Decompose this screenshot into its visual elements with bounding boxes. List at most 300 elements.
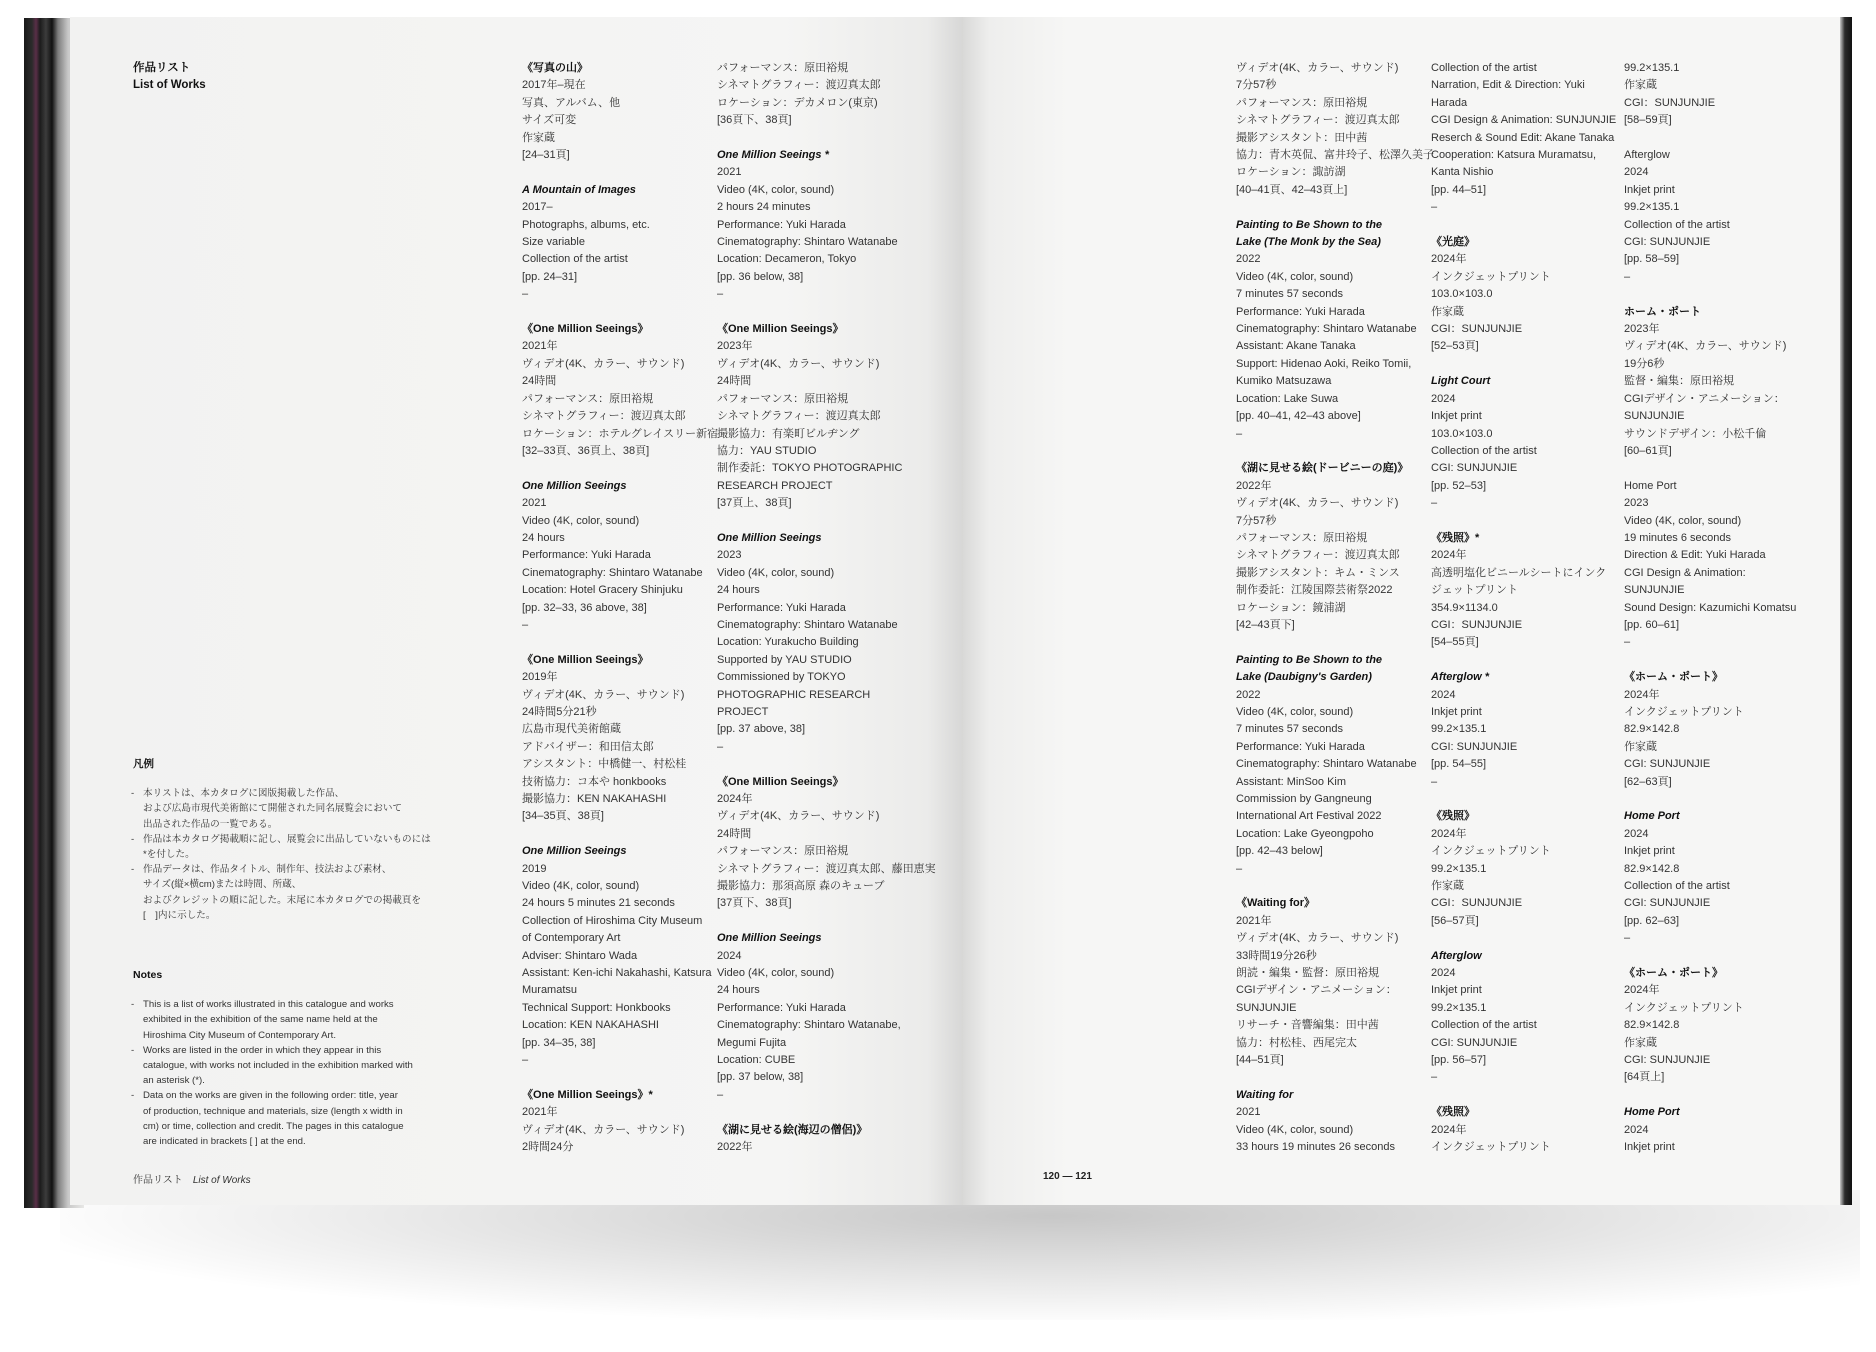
work-detail-line: Supported by YAU STUDIO	[717, 653, 852, 666]
work-detail-line: –	[522, 288, 529, 301]
work-detail-line: Assistant: MinSoo Kim	[1236, 775, 1347, 788]
work-detail-line: Muramatsu	[522, 984, 578, 997]
work-entry	[717, 60, 936, 130]
notes-title: 凡例	[133, 758, 154, 770]
work-detail-line: Cinematography: Shintaro Watanabe	[522, 566, 703, 579]
work-title: 《湖に見せる絵(ドービニーの庭)》	[1236, 462, 1409, 475]
work-title: 《写真の山》	[522, 62, 588, 74]
work-detail-line: [42–43頁下]	[1236, 618, 1295, 631]
work-detail-line: Location: KEN NAKAHASHI	[522, 1019, 659, 1032]
work-detail-line: Support: Hidenao Aoki, Reiko Tomii,	[1236, 357, 1412, 370]
note-line: cm) or time, collection and credit. The pages in this catalogue	[143, 1120, 404, 1132]
work-detail-line: 朗読・編集・監督：原田裕規	[1236, 967, 1379, 980]
work-detail-line: [37頁上、38頁]	[717, 497, 792, 510]
work-detail-line: Collection of the artist	[1624, 880, 1730, 893]
work-title: One Million Seeings	[522, 479, 627, 492]
work-title: Afterglow *	[1431, 671, 1490, 684]
work-detail-line: Collection of the artist	[1431, 62, 1537, 74]
work-detail-line: 2024年	[1624, 984, 1660, 997]
work-detail-line: 2024年	[1431, 549, 1467, 562]
work-detail-line: 作家蔵	[1624, 1036, 1657, 1049]
work-detail-line: [52–53頁]	[1431, 340, 1479, 353]
work-detail-line: Collection of Hiroshima City Museum	[522, 914, 703, 927]
work-detail-line: 2時間24分	[522, 1141, 574, 1154]
work-detail-line: –	[1236, 427, 1243, 440]
work-detail-line: ヴィデオ(4K、カラー、サウンド)	[1236, 62, 1399, 74]
work-detail-line: PROJECT	[717, 705, 769, 718]
work-title: 《Waiting for》	[1236, 897, 1316, 910]
work-detail-line: パフォーマンス：原田裕規	[522, 392, 654, 405]
work-detail-line: CGI Design & Animation: SUNJUNJIE	[1431, 114, 1617, 127]
work-detail-line: [pp. 56–57]	[1431, 1054, 1487, 1067]
work-detail-line: パフォーマンス：原田裕規	[717, 845, 849, 858]
work-detail-line: CGI: SUNJUNJIE	[1624, 1054, 1711, 1067]
work-detail-line: パフォーマンス：原田裕規	[1236, 96, 1368, 109]
work-detail-line: CGI: SUNJUNJIE	[1624, 236, 1711, 249]
work-detail-line: Location: Yurakucho Building	[717, 636, 859, 649]
work-detail-line: Cinematography: Shintaro Watanabe	[1236, 758, 1417, 771]
note-line: - Works are listed in the order in which they appear in this	[143, 1044, 382, 1056]
work-detail-line: ロケーション：ホテルグレイスリー新宿	[522, 427, 719, 440]
note-item	[133, 786, 431, 832]
work-detail-line: 82.9×142.8	[1624, 862, 1680, 875]
work-detail-line: ヴィデオ(4K、カラー、サウンド)	[522, 357, 685, 370]
work-detail-line: 2024	[1624, 166, 1649, 179]
work-title: Home Port	[1624, 1106, 1680, 1119]
work-detail-line: Performance: Yuki Harada	[522, 549, 651, 562]
work-detail-line: 2024	[1624, 1123, 1649, 1136]
work-detail-line: [44–51頁]	[1236, 1054, 1284, 1067]
work-detail-line: 協力：青木英侃、富井玲子、松澤久美子	[1236, 149, 1434, 162]
work-detail-line: Collection of the artist	[1431, 444, 1537, 457]
work-detail-line: 2024	[1624, 827, 1649, 840]
work-detail-line: Video (4K, color, sound)	[717, 967, 835, 980]
work-detail-line: 作家蔵	[1624, 740, 1657, 753]
work-detail-line: 作家蔵	[522, 131, 555, 144]
work-detail-line: Photographs, albums, etc.	[522, 218, 650, 231]
work-detail-line: 撮影協力：有楽町ビルヂング	[717, 427, 860, 440]
work-title: 《残照》	[1431, 810, 1475, 823]
work-detail-line: 写真、アルバム、他	[522, 96, 621, 109]
work-entry	[522, 321, 718, 460]
work-detail-line: 作家蔵	[1431, 880, 1464, 893]
work-detail-line: 広島市現代美術館蔵	[522, 723, 621, 736]
work-detail-line: 7 minutes 57 seconds	[1236, 723, 1344, 736]
work-title: A Mountain of Images	[522, 183, 636, 196]
work-detail-line: 82.9×142.8	[1624, 723, 1680, 736]
works-column-2	[717, 60, 936, 1174]
work-title: 《ホーム・ポート》	[1624, 671, 1723, 684]
work-title: Afterglow	[1431, 949, 1482, 962]
work-detail-line: 7 minutes 57 seconds	[1236, 288, 1344, 301]
work-detail-line: Location: Decameron, Tokyo	[717, 253, 857, 266]
work-detail-line: [pp. 24–31]	[522, 270, 578, 283]
work-detail-line: 19 minutes 6 seconds	[1624, 531, 1732, 544]
work-title: 《光庭》	[1431, 236, 1475, 249]
work-detail-line: リサーチ・音響編集：田中茜	[1236, 1019, 1379, 1032]
work-entry	[1236, 60, 1434, 199]
work-detail-line: [pp. 62–63]	[1624, 914, 1680, 927]
work-detail-line: –	[1624, 636, 1631, 649]
footer-en: List of Works	[192, 1175, 251, 1186]
work-detail-line: Inkjet print	[1431, 705, 1482, 718]
page-heading	[133, 60, 206, 95]
work-detail-line: [pp. 37 below, 38]	[717, 1071, 804, 1084]
work-detail-line: シネマトグラフィー：渡辺真太郎	[717, 79, 881, 92]
work-detail-line: –	[1431, 497, 1438, 510]
work-detail-line: Commission by Gangneung	[1236, 793, 1372, 806]
work-detail-line: CGI：SUNJUNJIE	[1624, 96, 1716, 109]
work-detail-line: アドバイザー：和田信太郎	[522, 740, 654, 753]
work-detail-line: ヴィデオ(4K、カラー、サウンド)	[717, 357, 880, 370]
work-detail-line: インクジェットプリント	[1624, 705, 1744, 718]
work-detail-line: [58–59頁]	[1624, 114, 1672, 127]
work-detail-line: 99.2×135.1	[1431, 862, 1487, 875]
work-detail-line: 2024年	[1431, 1123, 1467, 1136]
work-detail-line: Cinematography: Shintaro Watanabe	[1236, 323, 1417, 336]
work-detail-line: 99.2×135.1	[1624, 201, 1680, 214]
work-detail-line: インクジェットプリント	[1431, 1141, 1551, 1154]
work-detail-line: Inkjet print	[1431, 984, 1482, 997]
work-detail-line: 24時間5分21秒	[522, 705, 597, 718]
work-detail-line: [37頁下、38頁]	[717, 897, 792, 910]
work-detail-line: ヴィデオ(4K、カラー、サウンド)	[1624, 340, 1787, 353]
works-column-4	[1431, 60, 1616, 1174]
work-detail-line: シネマトグラフィー：渡辺真太郎、藤田恵実	[717, 862, 936, 875]
heading-jp: 作品リスト	[133, 62, 191, 74]
work-detail-line: [pp. 54–55]	[1431, 758, 1487, 771]
work-detail-line: [24–31頁]	[522, 149, 570, 162]
work-detail-line: –	[717, 740, 724, 753]
note-line: *を付した。	[143, 849, 195, 861]
work-title: ホーム・ポート	[1624, 305, 1701, 318]
work-detail-line: Location: Lake Suwa	[1236, 392, 1339, 405]
work-detail-line: ロケーション：諏訪湖	[1236, 166, 1346, 179]
book-shadow	[60, 1190, 1860, 1320]
work-detail-line: [62–63頁]	[1624, 775, 1672, 788]
note-line: - This is a list of works illustrated in this catalogue and works	[143, 999, 394, 1011]
work-entry	[1236, 460, 1434, 634]
work-entry	[1624, 965, 1796, 1087]
work-detail-line: サイズ可変	[522, 114, 577, 127]
work-detail-line: Video (4K, color, sound)	[522, 514, 640, 527]
work-entry	[1624, 1104, 1796, 1156]
work-detail-line: –	[522, 618, 529, 631]
work-detail-line: 2023年	[1624, 323, 1660, 336]
work-detail-line: [pp. 42–43 below]	[1236, 845, 1323, 858]
work-detail-line: 2021	[522, 497, 547, 510]
work-detail-line: Video (4K, color, sound)	[1236, 1123, 1354, 1136]
work-detail-line: Performance: Yuki Harada	[717, 601, 846, 614]
work-detail-line: 19分6秒	[1624, 357, 1665, 370]
work-detail-line: [34–35頁、38頁]	[522, 810, 604, 823]
work-detail-line: 24時間	[717, 375, 752, 388]
work-detail-line: Collection of the artist	[522, 253, 628, 266]
work-title: 《残照》	[1431, 1106, 1475, 1119]
work-detail-line: Video (4K, color, sound)	[1236, 705, 1354, 718]
work-entry	[1624, 478, 1796, 652]
work-detail-line: アシスタント：中橋健一、村松桂	[522, 758, 687, 771]
heading-en: List of Works	[133, 79, 206, 92]
work-detail-line: –	[1236, 862, 1243, 875]
work-detail-line: 2024	[1431, 392, 1456, 405]
work-detail-line: 2024年	[1431, 253, 1467, 266]
work-detail-line: Inkjet print	[1431, 410, 1482, 423]
work-detail-line: ジェットプリント	[1431, 584, 1519, 597]
work-detail-line: [32–33頁、36頁上、38頁]	[522, 444, 650, 457]
work-title: Light Court	[1431, 375, 1491, 388]
work-detail-line: 協力：村松桂、西尾完太	[1236, 1036, 1357, 1049]
work-detail-line: –	[717, 1088, 724, 1101]
work-detail-line: 354.9×1134.0	[1431, 601, 1498, 614]
work-title: Painting to Be Shown to the	[1236, 218, 1383, 231]
work-detail-line: 2022	[1236, 253, 1261, 266]
work-detail-line: 103.0×103.0	[1431, 288, 1493, 301]
work-title: One Million Seeings	[717, 932, 822, 945]
work-detail-line: 2024	[717, 949, 742, 962]
work-detail-line: [64頁上]	[1624, 1071, 1665, 1084]
work-detail-line: サウンドデザイン：小松千倫	[1624, 427, 1767, 440]
work-detail-line: パフォーマンス：原田裕規	[1236, 531, 1368, 544]
work-entry	[1624, 60, 1796, 130]
work-detail-line: Performance: Yuki Harada	[1236, 740, 1365, 753]
work-detail-line: 2 hours 24 minutes	[717, 201, 811, 214]
work-entry	[522, 478, 718, 635]
work-detail-line: [60–61頁]	[1624, 444, 1672, 457]
work-detail-line: Inkjet print	[1624, 1141, 1675, 1154]
work-detail-line: ヴィデオ(4K、カラー、サウンド)	[1236, 497, 1399, 510]
work-detail-line: Assistant: Ken-ichi Nakahashi, Katsura	[522, 967, 712, 980]
work-title: Lake (Daubigny's Garden)	[1236, 671, 1372, 684]
work-detail-line: PHOTOGRAPHIC RESEARCH	[717, 688, 871, 701]
work-detail-line: Video (4K, color, sound)	[717, 566, 835, 579]
work-detail-line: 技術協力：コ本や honkbooks	[522, 775, 667, 788]
work-detail-line: [pp. 60–61]	[1624, 618, 1680, 631]
work-detail-line: ヴィデオ(4K、カラー、サウンド)	[522, 1123, 685, 1136]
work-detail-line: International Art Festival 2022	[1236, 810, 1382, 823]
note-item	[133, 832, 431, 862]
work-entry	[1624, 808, 1796, 947]
note-line: および広島市現代美術館にて開催された同名展覧会において	[143, 803, 403, 815]
work-detail-line: –	[1431, 1071, 1438, 1084]
work-entry	[717, 147, 936, 304]
note-line: exhibited in the exhibition of the same name held at the	[143, 1014, 378, 1026]
work-detail-line: CGI：SUNJUNJIE	[1431, 618, 1523, 631]
work-detail-line: 撮影アシスタント：田中茜	[1236, 131, 1368, 144]
work-title: 《One Million Seeings》	[717, 775, 844, 788]
work-detail-line: –	[717, 288, 724, 301]
work-entry	[522, 182, 718, 304]
work-detail-line: RESEARCH PROJECT	[717, 479, 833, 492]
work-title: 《One Million Seeings》*	[522, 1088, 653, 1101]
work-detail-line: Location: Hotel Gracery Shinjuku	[522, 584, 683, 597]
work-title: 《湖に見せる絵(海辺の僧侶)》	[717, 1123, 868, 1136]
work-title: One Million Seeings *	[717, 149, 829, 162]
work-detail-line: 2024	[1431, 967, 1456, 980]
work-detail-line: –	[1431, 775, 1438, 788]
work-detail-line: パフォーマンス：原田裕規	[717, 392, 849, 405]
work-title: 《One Million Seeings》	[522, 323, 649, 336]
work-detail-line: 2017–	[522, 201, 553, 214]
work-detail-line: 2017年–現在	[522, 79, 586, 92]
work-detail-line: シネマトグラフィー：渡辺真太郎	[1236, 549, 1400, 562]
work-title: Afterglow	[1624, 149, 1670, 162]
note-line: - 作品は本カタログ掲載順に記し、展覧会に出品していないものには	[143, 833, 431, 845]
work-detail-line: Inkjet print	[1624, 183, 1675, 196]
work-detail-line: –	[522, 1054, 529, 1067]
work-detail-line: 2022	[1236, 688, 1261, 701]
work-entry	[717, 774, 936, 913]
work-detail-line: 2023	[1624, 497, 1649, 510]
work-detail-line: インクジェットプリント	[1431, 270, 1551, 283]
work-detail-line: [54–55頁]	[1431, 636, 1479, 649]
note-line: およびクレジットの順に記した。末尾に本カタログでの掲載頁を	[143, 894, 421, 906]
work-detail-line: 撮影協力：KEN NAKAHASHI	[522, 793, 667, 805]
work-detail-line: Performance: Yuki Harada	[717, 1001, 846, 1014]
work-entry	[1236, 652, 1434, 878]
work-detail-line: 24時間	[717, 827, 752, 840]
note-line: [ ]内に示した。	[143, 909, 216, 921]
work-detail-line: [pp. 40–41, 42–43 above]	[1236, 410, 1361, 423]
work-entry	[1236, 895, 1434, 1069]
running-footer	[133, 1171, 251, 1186]
note-line: サイズ(縦×横cm)または時間、所蔵、	[143, 879, 302, 891]
work-detail-line: Cinematography: Shintaro Watanabe,	[717, 1019, 901, 1032]
work-detail-line: 33 hours 19 minutes 26 seconds	[1236, 1141, 1395, 1154]
work-detail-line: [56–57頁]	[1431, 914, 1479, 927]
work-entry	[717, 930, 936, 1104]
note-line: are indicated in brackets [ ] at the end.	[143, 1136, 306, 1148]
work-detail-line: ロケーション：デカメロン(東京)	[717, 96, 878, 109]
works-column-1	[522, 60, 718, 1174]
work-entry	[717, 530, 936, 756]
work-detail-line: 2024年	[717, 793, 753, 805]
note-line: - Data on the works are given in the following order: title, year	[143, 1090, 398, 1102]
work-title: Painting to Be Shown to the	[1236, 653, 1383, 666]
work-detail-line: Harada	[1431, 96, 1468, 109]
work-detail-line: Video (4K, color, sound)	[1236, 270, 1354, 283]
work-detail-line: CGI: SUNJUNJIE	[1431, 1036, 1518, 1049]
work-entry	[1431, 808, 1616, 930]
work-detail-line: 協力：YAU STUDIO	[717, 444, 817, 457]
work-detail-line: インクジェットプリント	[1431, 845, 1551, 858]
work-detail-line: 撮影アシスタント：キム・ミンス	[1236, 566, 1400, 579]
notes-title: Notes	[133, 969, 163, 981]
work-detail-line: Size variable	[522, 236, 585, 249]
work-detail-line: ヴィデオ(4K、カラー、サウンド)	[717, 810, 880, 823]
work-detail-line: ヴィデオ(4K、カラー、サウンド)	[522, 688, 685, 701]
work-entry	[717, 1122, 936, 1157]
work-title: Waiting for	[1236, 1088, 1294, 1101]
work-detail-line: CGI：SUNJUNJIE	[1431, 897, 1523, 910]
work-detail-line: –	[1624, 932, 1631, 945]
work-detail-line: CGI: SUNJUNJIE	[1624, 897, 1711, 910]
work-detail-line: 99.2×135.1	[1431, 1001, 1487, 1014]
work-detail-line: –	[1431, 201, 1438, 214]
work-detail-line: CGIデザイン・アニメーション：	[1236, 984, 1397, 997]
work-detail-line: パフォーマンス：原田裕規	[717, 62, 849, 74]
work-detail-line: 制作委託：TOKYO PHOTOGRAPHIC	[717, 462, 903, 475]
work-detail-line: Assistant: Akane Tanaka	[1236, 340, 1356, 353]
work-detail-line: 2019年	[522, 671, 558, 684]
work-entry	[1431, 234, 1616, 356]
work-entry	[1431, 1104, 1616, 1156]
work-entry	[522, 60, 718, 164]
work-entry	[1431, 60, 1616, 217]
work-entry	[1624, 669, 1796, 791]
work-detail-line: Commissioned by TOKYO	[717, 671, 846, 684]
work-detail-line: Collection of the artist	[1431, 1019, 1537, 1032]
work-detail-line: Collection of the artist	[1624, 218, 1730, 231]
work-detail-line: 2021年	[522, 340, 558, 353]
work-title: Lake (The Monk by the Sea)	[1236, 236, 1381, 249]
work-entry	[1431, 948, 1616, 1087]
work-detail-line: 24 hours 5 minutes 21 seconds	[522, 897, 675, 910]
work-detail-line: [36頁下、38頁]	[717, 114, 792, 127]
work-detail-line: 2023年	[717, 340, 753, 353]
work-detail-line: Megumi Fujita	[717, 1036, 787, 1049]
note-item	[133, 1043, 413, 1089]
work-detail-line: ロケーション：鏡浦湖	[1236, 601, 1346, 614]
work-detail-line: SUNJUNJIE	[1624, 410, 1685, 423]
work-detail-line: CGI Design & Animation:	[1624, 566, 1746, 579]
book-page-edges-right	[1840, 17, 1852, 1205]
notes-en	[133, 968, 413, 1149]
work-detail-line: [pp. 52–53]	[1431, 479, 1487, 492]
work-detail-line: Sound Design: Kazumichi Komatsu	[1624, 601, 1797, 614]
work-detail-line: Technical Support: Honkbooks	[522, 1001, 671, 1014]
work-detail-line: [pp. 37 above, 38]	[717, 723, 806, 736]
work-detail-line: 高透明塩化ビニールシートにインク	[1431, 566, 1607, 579]
work-detail-line: 2019	[522, 862, 547, 875]
work-entry	[1236, 217, 1434, 443]
work-detail-line: [40–41頁、42–43頁上]	[1236, 183, 1348, 196]
work-detail-line: Location: CUBE	[717, 1054, 796, 1067]
work-detail-line: 作家蔵	[1431, 305, 1464, 318]
work-detail-line: 2021	[717, 166, 742, 179]
work-title: One Million Seeings	[717, 531, 822, 544]
work-entry	[1431, 373, 1616, 512]
work-detail-line: 撮影協力：那須高原 森のキューブ	[717, 880, 885, 893]
work-detail-line: 2022年	[1236, 479, 1272, 492]
work-entry	[1431, 669, 1616, 791]
work-entry	[1431, 530, 1616, 652]
work-detail-line: 2021	[1236, 1106, 1261, 1119]
work-detail-line: インクジェットプリント	[1624, 1001, 1744, 1014]
work-detail-line: 作家蔵	[1624, 79, 1657, 92]
work-detail-line: シネマトグラフィー：渡辺真太郎	[717, 410, 881, 423]
work-entry	[1624, 304, 1796, 461]
work-detail-line: 103.0×103.0	[1431, 427, 1493, 440]
note-line: catalogue, with works not included in the exhibition marked with	[143, 1060, 413, 1072]
note-line: - 作品データは、作品タイトル、制作年、技法および素材、	[143, 864, 392, 876]
work-detail-line: SUNJUNJIE	[1236, 1001, 1297, 1014]
note-line: - 本リストは、本カタログに図版掲載した作品、	[143, 788, 345, 800]
works-column-5	[1624, 60, 1796, 1174]
work-detail-line: 24時間	[522, 375, 557, 388]
work-detail-line: 99.2×135.1	[1431, 723, 1487, 736]
work-detail-line: Kanta Nishio	[1431, 166, 1494, 179]
work-detail-line: 7分57秒	[1236, 514, 1277, 527]
work-detail-line: 82.9×142.8	[1624, 1019, 1680, 1032]
work-entry	[1624, 147, 1796, 286]
work-detail-line: 2024	[1431, 688, 1456, 701]
work-detail-line: Kumiko Matsuzawa	[1236, 375, 1332, 388]
note-line: an asterisk (*).	[143, 1075, 205, 1087]
work-detail-line: 24 hours	[522, 531, 565, 544]
work-detail-line: CGI: SUNJUNJIE	[1624, 758, 1711, 771]
work-detail-line: シネマトグラフィー：渡辺真太郎	[1236, 114, 1400, 127]
